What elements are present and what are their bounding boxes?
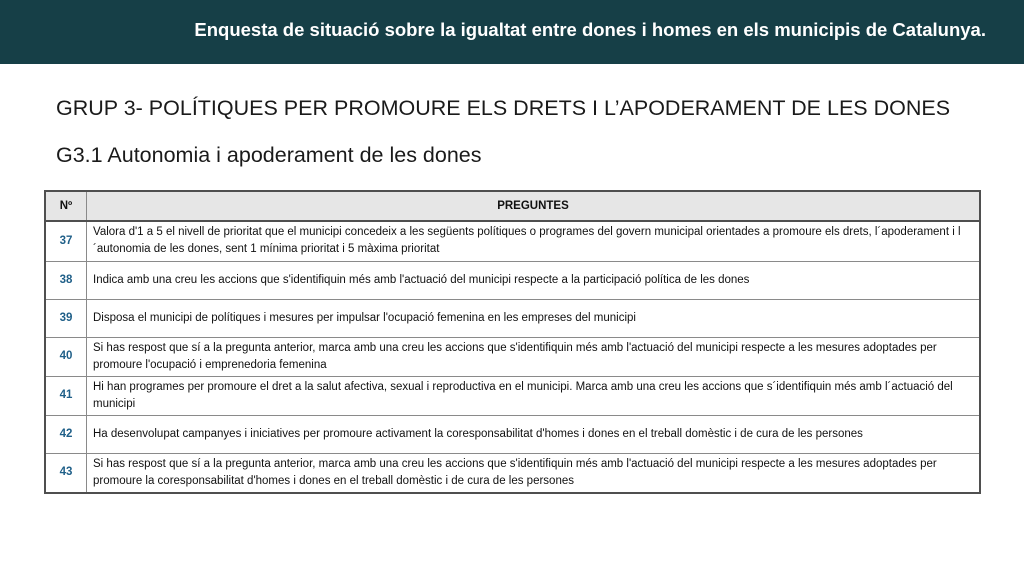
- header-bar: [0, 0, 1024, 64]
- table-header-row: [45, 191, 980, 221]
- question-text: Valora d'1 a 5 el nivell de prioritat que el municipi concedeix a les següents polítiques o programes del govern municipal orientades a promoure els drets, l´apoderament i l´autonomia de les dones, sent 1 mínima prioritat i 5 màxima prioritat: [87, 221, 981, 261]
- survey-title: Enquesta de situació sobre la igualtat entre dones i homes en els municipis de Catalunya.: [194, 19, 986, 40]
- question-text: Si has respost que sí a la pregunta anterior, marca amb una creu les accions que s'identifiquin més amb l'actuació del municipi respecte a les mesures adoptades per promoure l'ocupació i emprenedoria femenina: [87, 337, 981, 376]
- question-number: 37: [45, 221, 87, 261]
- column-header-questions: PREGUNTES: [87, 191, 981, 221]
- table-row: [45, 299, 980, 337]
- column-header-number: Nº: [45, 191, 87, 221]
- section-heading: G3.1 Autonomia i apoderament de les dones: [56, 143, 482, 167]
- question-number: 42: [45, 415, 87, 453]
- group-heading: GRUP 3- POLÍTIQUES PER PROMOURE ELS DRETS I L’APODERAMENT DE LES DONES: [56, 96, 951, 120]
- table-row: [45, 261, 980, 299]
- table-row: [45, 415, 980, 453]
- question-number: 40: [45, 337, 87, 376]
- question-text: Si has respost que sí a la pregunta anterior, marca amb una creu les accions que s'identifiquin més amb l'actuació del municipi respecte a les mesures adoptades per promoure la coresponsabilitat d'homes i dones en el treball domèstic i de cura de les persones: [87, 453, 981, 493]
- question-number: 38: [45, 261, 87, 299]
- question-text: Hi han programes per promoure el dret a la salut afectiva, sexual i reproductiva en el municipi. Marca amb una creu les accions que s´identifiquin més amb l´actuació del municipi: [87, 376, 981, 415]
- question-text: Disposa el municipi de polítiques i mesures per impulsar l'ocupació femenina en les empreses del municipi: [87, 299, 981, 337]
- table-row: [45, 453, 980, 493]
- question-text: Indica amb una creu les accions que s'identifiquin més amb l'actuació del municipi respecte a la participació política de les dones: [87, 261, 981, 299]
- question-number: 43: [45, 453, 87, 493]
- table-row: [45, 337, 980, 376]
- question-text: Ha desenvolupat campanyes i iniciatives per promoure activament la coresponsabilitat d'homes i dones en el treball domèstic i de cura de les persones: [87, 415, 981, 453]
- table-row: [45, 376, 980, 415]
- question-number: 39: [45, 299, 87, 337]
- table-row: [45, 221, 980, 261]
- question-number: 41: [45, 376, 87, 415]
- questions-table: [44, 190, 981, 494]
